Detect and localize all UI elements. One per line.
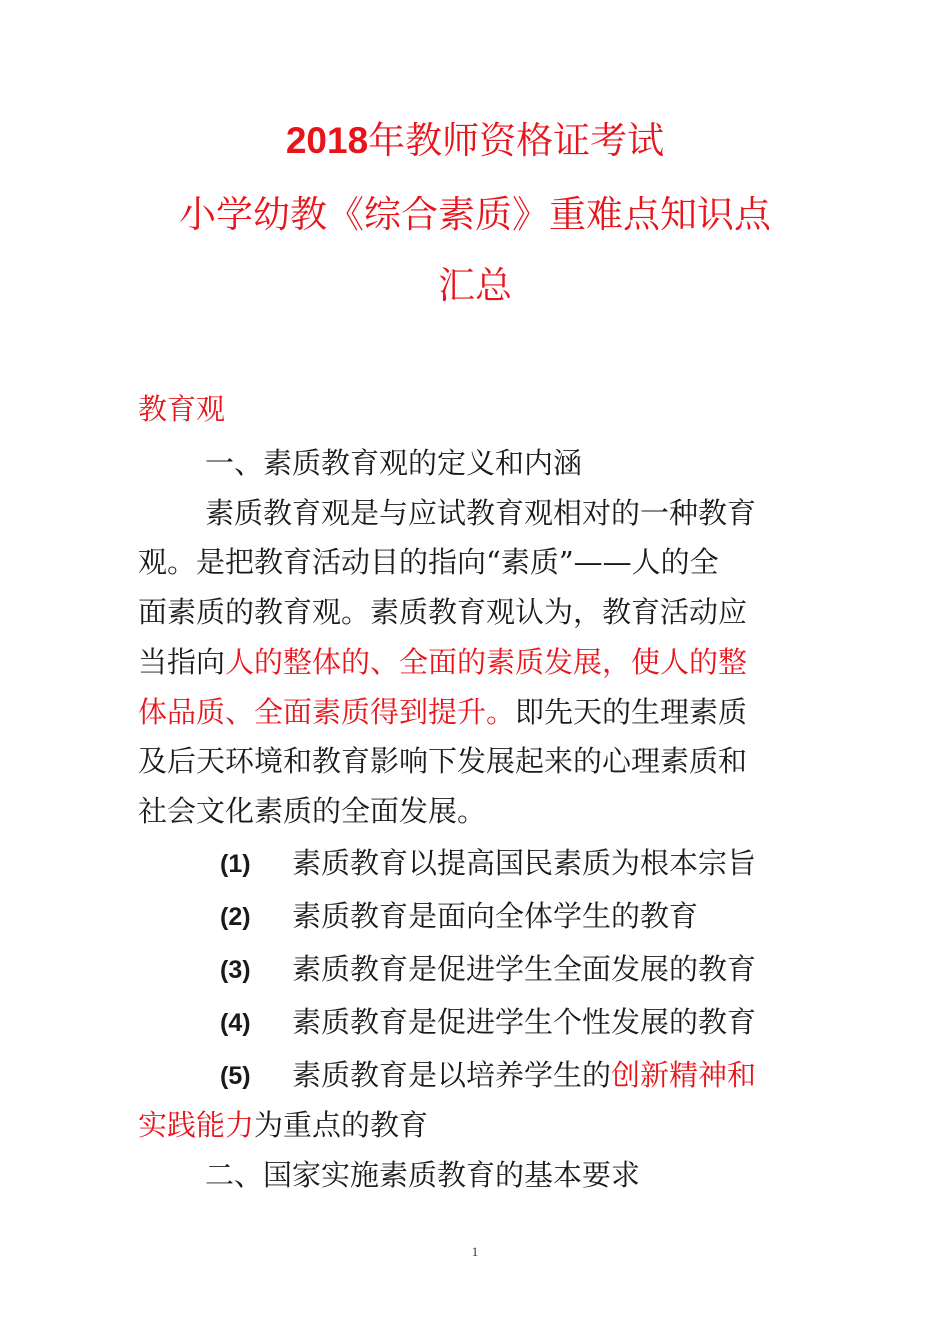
list-item-number: (4) bbox=[220, 1009, 251, 1037]
list-item-5-continuation bbox=[138, 1108, 823, 1142]
highlight-text-3: 创新精神和 bbox=[611, 1058, 757, 1092]
list-item-number: (1) bbox=[220, 850, 251, 878]
paragraph-line-4 bbox=[138, 645, 823, 679]
subheading-2: 二、国家实施素质教育的基本要求 bbox=[205, 1158, 641, 1192]
highlight-text-4: 实践能力 bbox=[138, 1108, 255, 1142]
title-line-1-text: 年教师资格证考试 bbox=[368, 119, 665, 162]
document-title-line-2: 小学幼教《综合素质》重难点知识点 bbox=[179, 193, 771, 236]
list-item-number: (3) bbox=[220, 956, 251, 984]
highlight-text-1: 人的整体的、全面的素质发展，使人的整 bbox=[225, 645, 748, 679]
paragraph-line-1: 素质教育观是与应试教育观相对的一种教育 bbox=[205, 496, 757, 530]
subheading-1: 一、素质教育观的定义和内涵 bbox=[205, 446, 583, 480]
title-year: 2018 bbox=[285, 120, 369, 161]
paragraph-line-5 bbox=[138, 695, 823, 729]
paragraph-line-6: 及后天环境和教育影响下发展起来的心理素质和 bbox=[138, 744, 748, 778]
list-item-number: (2) bbox=[220, 903, 251, 931]
page-number: 1 bbox=[471, 1244, 479, 1259]
document-title-line-3: 汇总 bbox=[438, 264, 512, 307]
document-title-line-1 bbox=[0, 119, 950, 162]
list-item-text: 素质教育是促进学生个性发展的教育 bbox=[292, 1005, 757, 1039]
list-item-number: (5) bbox=[220, 1062, 251, 1090]
paragraph-line-4-text: 当指向 bbox=[138, 645, 226, 679]
list-item-5-text: 素质教育是以培养学生的 bbox=[292, 1058, 612, 1092]
paragraph-line-2: 观。是把教育活动目的指向“素质”——人的全 bbox=[138, 545, 719, 579]
highlight-text-2: 体品质、全面素质得到提升。 bbox=[138, 695, 516, 729]
paragraph-line-3: 面素质的教育观。素质教育观认为，教育活动应 bbox=[138, 595, 748, 629]
list-item-5-continuation-text: 为重点的教育 bbox=[254, 1108, 429, 1142]
list-item-text: 素质教育是促进学生全面发展的教育 bbox=[292, 952, 757, 986]
section-heading: 教育观 bbox=[138, 392, 226, 426]
list-item-text: 素质教育以提高国民素质为根本宗旨 bbox=[292, 846, 757, 880]
list-item-text: 素质教育是面向全体学生的教育 bbox=[292, 899, 699, 933]
list-item-text bbox=[292, 1058, 757, 1092]
paragraph-line-7: 社会文化素质的全面发展。 bbox=[138, 794, 487, 828]
paragraph-line-5-text: 即先天的生理素质 bbox=[515, 695, 748, 729]
